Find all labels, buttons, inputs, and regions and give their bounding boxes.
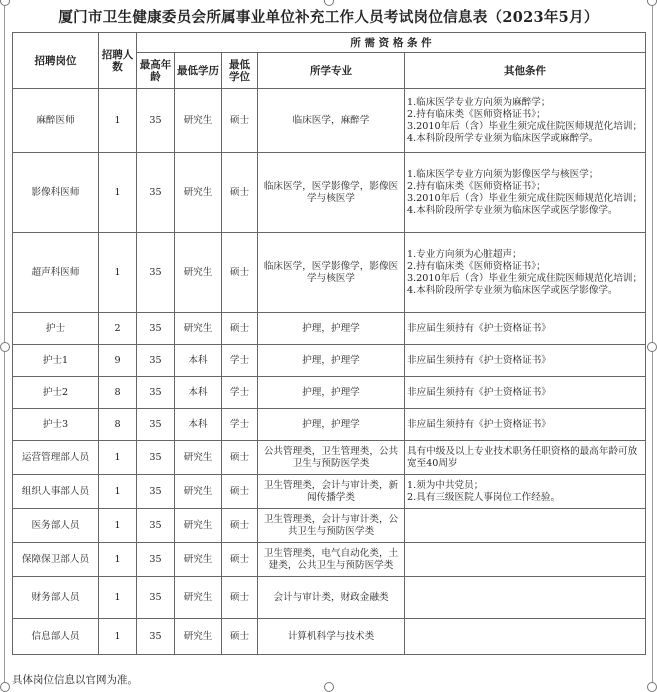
cell-position: 麻醉医师 xyxy=(13,89,99,153)
header-major: 所学专业 xyxy=(258,53,405,89)
cell-degree: 学士 xyxy=(222,345,258,377)
cell-max-age: 35 xyxy=(137,153,175,233)
cell-position: 超声科医师 xyxy=(13,233,99,313)
table-row xyxy=(13,577,646,619)
resize-handle-bottom-left[interactable] xyxy=(0,682,10,692)
other-condition-line: 非应届生须持有《护士资格证书》 xyxy=(407,418,551,430)
cell-major: 临床医学，医学影像学，影像医学与核医学 xyxy=(258,233,405,313)
cell-education: 研究生 xyxy=(175,619,222,655)
cell-degree: 硕士 xyxy=(222,543,258,577)
cell-other xyxy=(405,233,646,313)
cell-major: 公共管理类，卫生管理类，公共卫生与预防医学类 xyxy=(258,441,405,475)
cell-max-age: 35 xyxy=(137,441,175,475)
position-table xyxy=(12,32,646,655)
cell-count: 1 xyxy=(99,441,137,475)
cell-max-age: 35 xyxy=(137,409,175,441)
table-row xyxy=(13,543,646,577)
cell-degree: 硕士 xyxy=(222,153,258,233)
cell-other xyxy=(405,475,646,509)
table-row xyxy=(13,89,646,153)
cell-major: 临床医学，麻醉学 xyxy=(258,89,405,153)
cell-position: 财务部人员 xyxy=(13,577,99,619)
cell-education: 本科 xyxy=(175,377,222,409)
cell-degree: 硕士 xyxy=(222,509,258,543)
cell-major: 卫生管理类，会计与审计类，公共卫生与预防医学类 xyxy=(258,509,405,543)
other-condition-line: 1.专业方向须为心脏超声； xyxy=(407,248,522,260)
cell-major: 卫生管理类，会计与审计类，新闻传播学类 xyxy=(258,475,405,509)
cell-other xyxy=(405,345,646,377)
cell-degree: 硕士 xyxy=(222,89,258,153)
cell-other xyxy=(405,313,646,345)
cell-max-age: 35 xyxy=(137,345,175,377)
table-row xyxy=(13,441,646,475)
other-condition-line: 3.2010年后（含）毕业生须完成住院医师规范化培训； xyxy=(407,272,643,284)
cell-major: 护理，护理学 xyxy=(258,345,405,377)
cell-max-age: 35 xyxy=(137,475,175,509)
table-row xyxy=(13,377,646,409)
other-condition-line: 4.本科阶段所学专业须为临床医学或麻醉学。 xyxy=(407,132,599,144)
other-condition-line: 非应届生须持有《护士资格证书》 xyxy=(407,354,551,366)
cell-major: 计算机科学与技术类 xyxy=(258,619,405,655)
header-position: 招聘岗位 xyxy=(13,33,99,89)
cell-max-age: 35 xyxy=(137,543,175,577)
cell-max-age: 35 xyxy=(137,509,175,543)
cell-education: 研究生 xyxy=(175,89,222,153)
cell-position: 医务部人员 xyxy=(13,509,99,543)
cell-major: 护理，护理学 xyxy=(258,409,405,441)
cell-count: 1 xyxy=(99,619,137,655)
header-min-education: 最低学历 xyxy=(175,53,222,89)
other-condition-line: 非应届生须持有《护士资格证书》 xyxy=(407,386,551,398)
table-row xyxy=(13,153,646,233)
cell-max-age: 35 xyxy=(137,619,175,655)
cell-other xyxy=(405,377,646,409)
cell-major: 会计与审计类，财政金融类 xyxy=(258,577,405,619)
cell-degree: 硕士 xyxy=(222,619,258,655)
header-other: 其他条件 xyxy=(405,53,646,89)
footer-note: 具体岗位信息以官网为准。 xyxy=(12,674,138,686)
table-row xyxy=(13,233,646,313)
resize-handle-right[interactable] xyxy=(647,342,657,352)
cell-major: 护理，护理学 xyxy=(258,313,405,345)
cell-other xyxy=(405,619,646,655)
other-condition-line: 1.须为中共党员； xyxy=(407,479,484,491)
cell-count: 8 xyxy=(99,377,137,409)
other-condition-line: 2.持有临床类《医师资格证书》； xyxy=(407,260,546,272)
cell-position: 护士 xyxy=(13,313,99,345)
other-condition-line: 3.2010年后（含）毕业生须完成住院医师规范化培训； xyxy=(407,120,643,132)
cell-count: 1 xyxy=(99,89,137,153)
cell-degree: 硕士 xyxy=(222,577,258,619)
cell-major: 临床医学，医学影像学，影像医学与核医学 xyxy=(258,153,405,233)
cell-education: 研究生 xyxy=(175,577,222,619)
cell-other xyxy=(405,441,646,475)
cell-max-age: 35 xyxy=(137,313,175,345)
cell-count: 1 xyxy=(99,153,137,233)
cell-max-age: 35 xyxy=(137,377,175,409)
cell-position: 信息部人员 xyxy=(13,619,99,655)
table-row xyxy=(13,345,646,377)
cell-education: 研究生 xyxy=(175,313,222,345)
cell-count: 1 xyxy=(99,233,137,313)
cell-count: 1 xyxy=(99,509,137,543)
cell-major: 卫生管理类，电气自动化类，土建类，公共卫生与预防医学类 xyxy=(258,543,405,577)
header-requirements: 所 需 资 格 条 件 xyxy=(137,33,646,53)
cell-education: 研究生 xyxy=(175,153,222,233)
cell-degree: 硕士 xyxy=(222,233,258,313)
cell-education: 研究生 xyxy=(175,233,222,313)
table-row xyxy=(13,409,646,441)
cell-degree: 学士 xyxy=(222,377,258,409)
other-condition-line: 具有中级及以上专业技术职务任职资格的最高年龄可放宽至40周岁 xyxy=(407,445,638,469)
resize-handle-left[interactable] xyxy=(0,342,10,352)
cell-max-age: 35 xyxy=(137,577,175,619)
table-row xyxy=(13,509,646,543)
cell-other xyxy=(405,153,646,233)
cell-position: 运营管理部人员 xyxy=(13,441,99,475)
cell-degree: 学士 xyxy=(222,409,258,441)
cell-degree: 硕士 xyxy=(222,441,258,475)
cell-position: 护士3 xyxy=(13,409,99,441)
cell-other xyxy=(405,543,646,577)
cell-max-age: 35 xyxy=(137,233,175,313)
cell-count: 1 xyxy=(99,577,137,619)
resize-handle-bottom-right[interactable] xyxy=(647,682,657,692)
other-condition-line: 2.持有临床类《医师资格证书》； xyxy=(407,108,546,120)
cell-other xyxy=(405,89,646,153)
header-min-degree: 最低学位 xyxy=(222,53,258,89)
other-condition-line: 非应届生须持有《护士资格证书》 xyxy=(407,322,551,334)
cell-education: 本科 xyxy=(175,345,222,377)
cell-count: 1 xyxy=(99,543,137,577)
cell-degree: 硕士 xyxy=(222,475,258,509)
cell-count: 2 xyxy=(99,313,137,345)
cell-major: 护理，护理学 xyxy=(258,377,405,409)
header-count: 招聘人数 xyxy=(99,33,137,89)
cell-other xyxy=(405,577,646,619)
other-condition-line: 2.具有三级医院人事岗位工作经验。 xyxy=(407,491,561,503)
cell-count: 8 xyxy=(99,409,137,441)
cell-other xyxy=(405,409,646,441)
cell-degree: 硕士 xyxy=(222,313,258,345)
other-condition-line: 1.临床医学专业方向须为影像医学与核医学； xyxy=(407,168,599,180)
resize-handle-bottom[interactable] xyxy=(324,682,334,692)
other-condition-line: 4.本科阶段所学专业须为临床医学或医学影像学。 xyxy=(407,204,618,216)
table-row xyxy=(13,475,646,509)
page-title: 厦门市卫生健康委员会所属事业单位补充工作人员考试岗位信息表（2023年5月） xyxy=(58,9,599,26)
cell-count: 1 xyxy=(99,475,137,509)
cell-position: 保障保卫部人员 xyxy=(13,543,99,577)
cell-position: 影像科医师 xyxy=(13,153,99,233)
cell-max-age: 35 xyxy=(137,89,175,153)
cell-other xyxy=(405,509,646,543)
cell-count: 9 xyxy=(99,345,137,377)
cell-position: 护士1 xyxy=(13,345,99,377)
cell-position: 组织人事部人员 xyxy=(13,475,99,509)
other-condition-line: 1.临床医学专业方向须为麻醉学； xyxy=(407,96,551,108)
cell-position: 护士2 xyxy=(13,377,99,409)
table-row xyxy=(13,313,646,345)
header-max-age: 最高年龄 xyxy=(137,53,175,89)
cell-education: 研究生 xyxy=(175,509,222,543)
other-condition-line: 4.本科阶段所学专业须为临床医学或医学影像学。 xyxy=(407,284,618,296)
cell-education: 本科 xyxy=(175,409,222,441)
table-row xyxy=(13,619,646,655)
other-condition-line: 3.2010年后（含）毕业生须完成住院医师规范化培训； xyxy=(407,192,643,204)
cell-education: 研究生 xyxy=(175,441,222,475)
cell-education: 研究生 xyxy=(175,475,222,509)
other-condition-line: 2.持有临床类《医师资格证书》； xyxy=(407,180,546,192)
cell-education: 研究生 xyxy=(175,543,222,577)
